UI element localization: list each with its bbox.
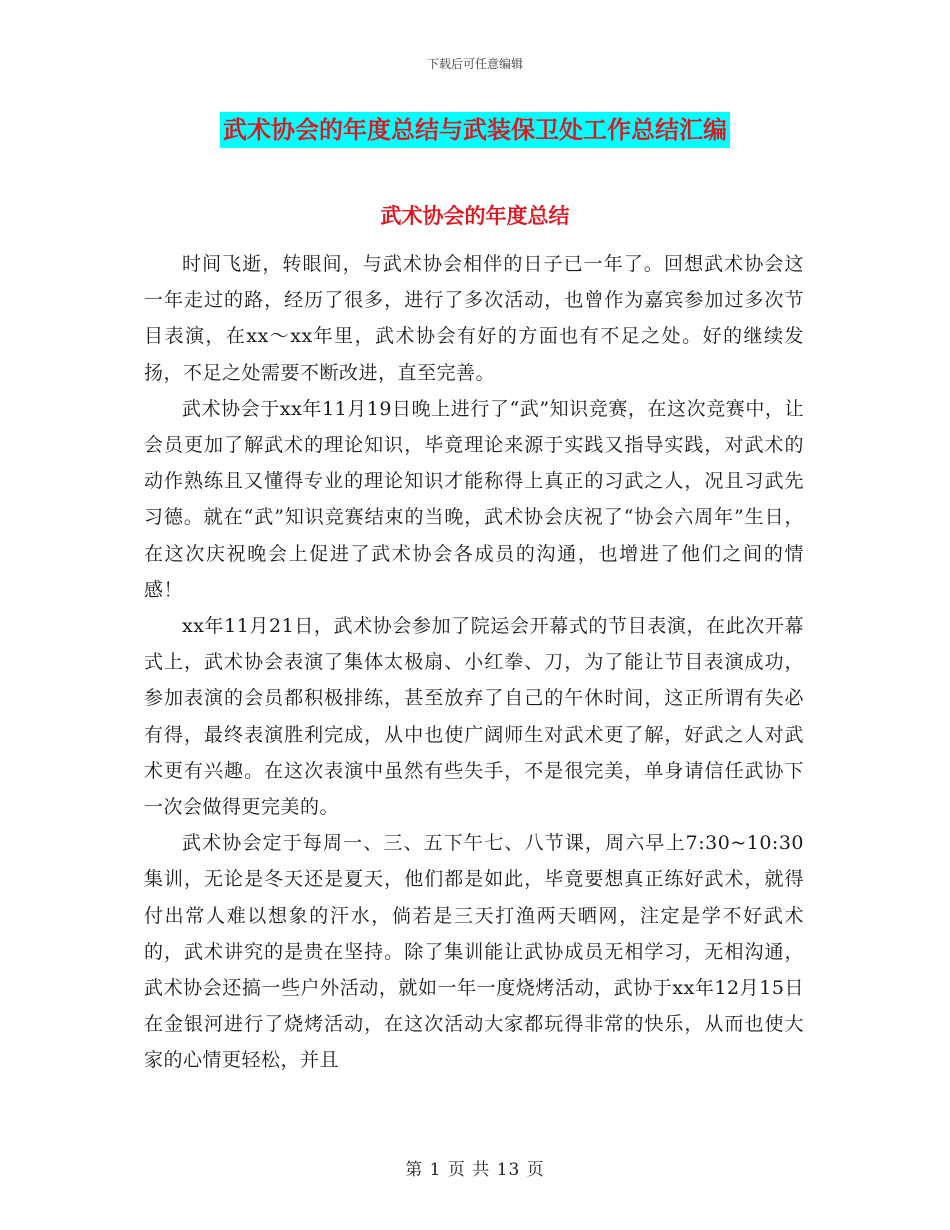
paragraph: 武术协会定于每周一、三、五下午七、八节课，周六早上7:30~10:30集训，无论是冬天还是夏天，他们都是如此，毕竟要想真正练好武术，就得付出常人难以想象的汗水，倘若是三天打渔两天晒网，注定是学不好武术的，武术讲究的是贵在坚持。除了集训能让武协成员无相学习，无相沟通，武术协会还搞一些户外活动，就如一年一度烧烤活动，武协于xx年12月15日在金银河进行了烧烤活动，在这次活动大家都玩得非常的快乐，从而也使大家的心情更轻松，并且	[144, 832, 804, 1072]
document-main-title: 武术协会的年度总结与武装保卫处工作总结汇编	[220, 112, 730, 148]
page-number-footer: 第 1 页 共 13 页	[405, 1160, 545, 1180]
page-header-note: 下载后可任意编辑	[426, 57, 523, 71]
paragraph: 武术协会于xx年11月19日晚上进行了“武”知识竞赛，在这次竞赛中，让会员更加了解武术的理论知识，毕竟理论来源于实践又指导实践，对武术的动作熟练且又懂得专业的理论知识才能称得上真正的习武之人，况且习武先习德。就在“武”知识竞赛结束的当晚，武术协会庆祝了“协会六周年”生日，在这次庆祝晚会上促进了武术协会各成员的沟通，也增进了他们之间的情感！	[144, 397, 804, 601]
section-title: 武术协会的年度总结	[380, 203, 570, 228]
main-title-container	[0, 112, 950, 148]
paragraph: 时间飞逝，转眼间，与武术协会相伴的日子已一年了。回想武术协会这一年走过的路，经历了很多，进行了多次活动，也曾作为嘉宾参加过多次节目表演，在xx～xx年里，武术协会有好的方面也有不足之处。好的继续发扬，不足之处需要不断改进，直至完善。	[144, 253, 804, 384]
paragraph: xx年11月21日，武术协会参加了院运会开幕式的节目表演，在此次开幕式上，武术协会表演了集体太极扇、小红拳、刀，为了能让节目表演成功，参加表演的会员都积极排练，甚至放弃了自己的午休时间，这正所谓有失必有得，最终表演胜利完成，从中也使广阔师生对武术更了解，好武之人对武术更有兴趣。在这次表演中虽然有些失手，不是很完美，单身请信任武协下一次会做得更完美的。	[144, 615, 804, 819]
document-body	[144, 246, 804, 1079]
